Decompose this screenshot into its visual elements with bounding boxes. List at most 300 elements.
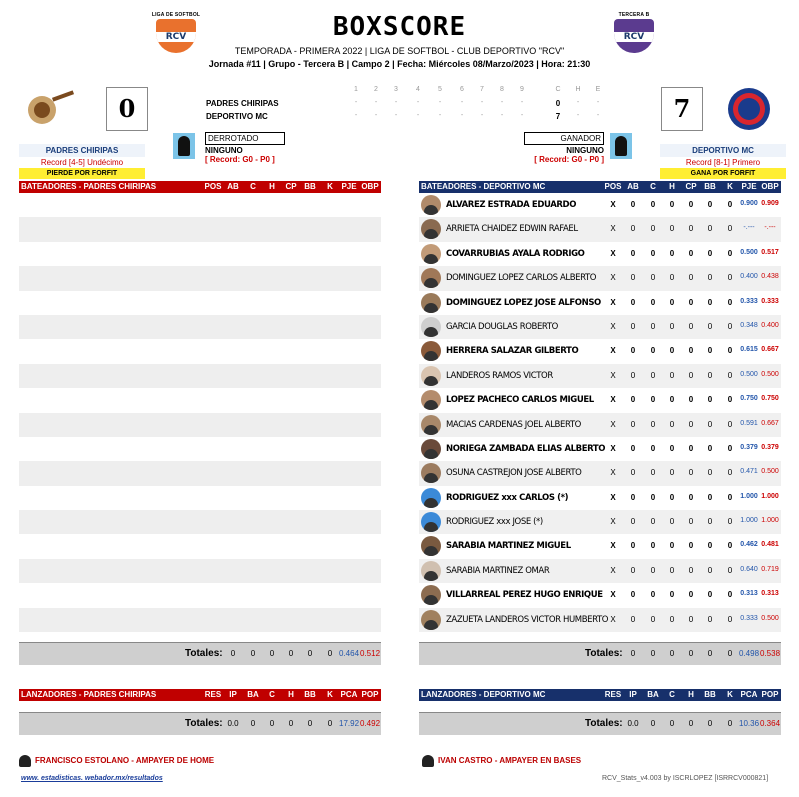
player-photo [421, 463, 441, 483]
away-pitcher: NINGUNO [205, 146, 243, 155]
inning-score: - [354, 112, 358, 119]
inning-label: 3 [394, 86, 398, 93]
stat-h: 0 [669, 443, 675, 453]
stat-k: 0 [727, 321, 733, 331]
total-ab: 0 [630, 649, 636, 658]
inning-score: - [438, 99, 442, 106]
player-name: ALVAREZ ESTRADA EDUARDO [446, 200, 577, 210]
empty-row [19, 339, 381, 363]
stat-ab: 0 [630, 395, 636, 405]
stat-c: 0 [650, 541, 656, 551]
player-name: COVARRUBIAS AYALA RODRIGO [446, 248, 585, 259]
stat-ab: 0 [630, 443, 636, 453]
total-bb: 0 [707, 719, 713, 728]
game-total: 0 [555, 99, 561, 108]
total-label: E [595, 86, 601, 93]
player-name: LANDEROS RAMOS VICTOR [446, 370, 553, 381]
total-h: 0 [269, 649, 275, 658]
stat-cp: 0 [688, 346, 694, 356]
column-header: H [688, 690, 694, 699]
player-photo [421, 366, 441, 386]
stat-cp: 0 [688, 273, 694, 283]
stat-c: 0 [650, 468, 656, 478]
table-row [419, 364, 781, 388]
inning-label: 9 [520, 86, 524, 93]
total-pop: 0.492 [360, 719, 381, 728]
stat-pos: X [610, 468, 616, 478]
stat-bb: 0 [707, 443, 713, 453]
table-row [419, 217, 781, 241]
table-row [419, 266, 781, 290]
stat-c: 0 [650, 224, 656, 234]
stat-pje: 0.462 [740, 541, 758, 549]
stat-cp: 0 [688, 614, 694, 624]
empty-row [19, 388, 381, 412]
stat-k: 0 [727, 297, 733, 307]
stat-bb: 0 [707, 590, 713, 600]
stat-k: 0 [727, 370, 733, 380]
empty-row [19, 608, 381, 632]
stat-ab: 0 [630, 419, 636, 429]
away-team-record: Record [4-5] Undécimo [19, 157, 145, 168]
empty-row [19, 461, 381, 485]
player-photo [421, 610, 441, 630]
stat-bb: 0 [707, 419, 713, 429]
table-row [419, 583, 781, 607]
stat-c: 0 [650, 248, 656, 258]
inning-label: 4 [416, 86, 420, 93]
inning-score: - [460, 112, 464, 119]
player-name: SARABIA MARTINEZ MIGUEL [446, 541, 571, 552]
stat-obp: 0.500 [761, 614, 779, 622]
inning-score: - [374, 112, 378, 119]
stat-k: 0 [727, 346, 733, 356]
stat-cp: 0 [688, 541, 694, 551]
total-c: 0 [250, 649, 256, 658]
game-total: - [596, 99, 600, 106]
stat-obp: 0.379 [761, 443, 779, 451]
player-name: ZAZUETA LANDEROS VICTOR HUMBERTO [446, 614, 609, 625]
stat-h: 0 [669, 346, 675, 356]
table-row [419, 413, 781, 437]
empty-row [19, 437, 381, 461]
player-name: RODRIGUEZ xxx JOSE (*) [446, 517, 543, 528]
stat-obp: 1.000 [761, 517, 779, 525]
stat-h: 0 [669, 248, 675, 258]
stat-pos: X [610, 541, 616, 551]
inning-score: - [416, 112, 420, 119]
player-name: HERRERA SALAZAR GILBERTO [446, 346, 579, 357]
empty-row [19, 364, 381, 388]
stat-bb: 0 [707, 541, 713, 551]
column-header: K [327, 182, 333, 191]
player-name: GARCIA DOUGLAS ROBERTO [446, 321, 558, 332]
away-batting-header [19, 181, 381, 193]
stat-k: 0 [727, 443, 733, 453]
away-score: 0 [106, 87, 148, 131]
stat-h: 0 [669, 590, 675, 600]
linescore [206, 86, 606, 125]
table-row [419, 534, 781, 558]
stat-cp: 0 [688, 395, 694, 405]
total-pje: 0.498 [739, 649, 760, 658]
stat-cp: 0 [688, 517, 694, 527]
stat-ab: 0 [630, 321, 636, 331]
empty-row [19, 315, 381, 339]
column-header: POP [361, 690, 379, 699]
table-row [419, 242, 781, 266]
inning-label: 5 [438, 86, 442, 93]
stat-c: 0 [650, 565, 656, 575]
stat-bb: 0 [707, 346, 713, 356]
stat-k: 0 [727, 273, 733, 283]
stat-k: 0 [727, 565, 733, 575]
total-c: 0 [269, 719, 275, 728]
stat-pos: X [610, 614, 616, 624]
stat-bb: 0 [707, 273, 713, 283]
totals-label: Totales: [185, 648, 223, 659]
stat-pos: X [610, 248, 616, 258]
inning-score: - [374, 99, 378, 106]
game-total: 7 [555, 112, 561, 121]
game-info: Jornada #11 | Grupo - Tercera B | Campo 2 | Fecha: Miércoles 08/Marzo/2023 | Hora: 21:30 [208, 59, 591, 69]
stat-pos: X [610, 224, 616, 234]
table-row [419, 315, 781, 339]
home-pitching-totals [419, 712, 781, 735]
total-pca: 17.92 [339, 719, 360, 728]
stat-pos: X [610, 590, 616, 600]
results-link[interactable]: www. estadisticas. webador.mx/resultados [21, 775, 163, 782]
pitcher-icon [173, 133, 195, 159]
stat-pje: 0.640 [740, 565, 758, 573]
game-total: - [576, 99, 580, 106]
inning-score: - [394, 99, 398, 106]
stat-c: 0 [650, 273, 656, 283]
stat-pje: 0.313 [740, 590, 758, 598]
stat-ab: 0 [630, 370, 636, 380]
total-label: H [575, 86, 581, 93]
stat-obp: 0.481 [761, 541, 779, 549]
stat-pje: 0.400 [740, 273, 758, 281]
stat-h: 0 [669, 370, 675, 380]
column-header: AB [227, 182, 239, 191]
stat-ab: 0 [630, 541, 636, 551]
stat-pos: X [610, 492, 616, 502]
table-row [419, 291, 781, 315]
stat-obp: 0.667 [761, 346, 779, 354]
column-header: RES [604, 690, 622, 699]
home-team-name: DEPORTIVO MC [660, 144, 786, 157]
stat-ab: 0 [630, 273, 636, 283]
inning-score: - [520, 99, 524, 106]
stat-obp: 0.438 [761, 273, 779, 281]
game-total: - [576, 112, 580, 119]
umpire-icon [19, 755, 31, 767]
home-plate-umpire: FRANCISCO ESTOLANO - AMPAYER DE HOME [19, 755, 214, 767]
player-name: DOMINGUEZ LOPEZ CARLOS ALBERTO [446, 273, 597, 284]
away-forfeit-badge: PIERDE POR FORFIT [19, 168, 145, 179]
stat-obp: 0.313 [761, 590, 779, 598]
stat-h: 0 [669, 321, 675, 331]
away-team-card [19, 144, 145, 179]
table-row [419, 437, 781, 461]
stat-cp: 0 [688, 321, 694, 331]
stat-ab: 0 [630, 297, 636, 307]
stat-c: 0 [650, 517, 656, 527]
stat-cp: 0 [688, 590, 694, 600]
total-pca: 10.36 [739, 719, 760, 728]
stat-cp: 0 [688, 224, 694, 234]
home-pitching-header [419, 689, 781, 701]
inning-label: 2 [374, 86, 378, 93]
inning-score: - [520, 112, 524, 119]
column-header: BA [247, 690, 259, 699]
away-result-tag: DERROTADO [205, 132, 285, 145]
empty-row [19, 217, 381, 241]
home-pitching-title: LANZADORES - DEPORTIVO MC [421, 690, 546, 699]
stat-pje: 0.471 [740, 468, 758, 476]
total-label: C [555, 86, 561, 93]
rcv-shield-icon: RCV [614, 19, 654, 53]
player-name: LOPEZ PACHECO CARLOS MIGUEL [446, 395, 594, 406]
totals-label: Totales: [585, 648, 623, 659]
inning-score: - [480, 99, 484, 106]
stat-cp: 0 [688, 297, 694, 307]
league-logo-label: LIGA DE SOFTBOL [151, 12, 201, 18]
stat-cp: 0 [688, 468, 694, 478]
column-header: PCA [740, 690, 758, 699]
total-k: 0 [727, 649, 733, 658]
home-team-card [660, 144, 786, 179]
table-row [419, 193, 781, 217]
table-row [419, 486, 781, 510]
total-bb: 0 [307, 649, 313, 658]
umpire-icon [422, 755, 434, 767]
away-pitching-title: LANZADORES - PADRES CHIRIPAS [21, 690, 157, 699]
stat-pje: 0.348 [740, 321, 758, 329]
away-pitching-header [19, 689, 381, 701]
home-batting-title: BATEADORES - DEPORTIVO MC [421, 182, 546, 191]
empty-row [19, 193, 381, 217]
pitcher-icon [610, 133, 632, 159]
stat-obp: 0.333 [761, 297, 779, 305]
player-photo [421, 341, 441, 361]
stat-bb: 0 [707, 370, 713, 380]
player-photo [421, 561, 441, 581]
column-header: IP [629, 690, 637, 699]
stat-bb: 0 [707, 224, 713, 234]
inning-label: 6 [460, 86, 464, 93]
stat-bb: 0 [707, 468, 713, 478]
stat-ab: 0 [630, 346, 636, 356]
player-photo [421, 439, 441, 459]
stat-cp: 0 [688, 492, 694, 502]
home-pitcher-record: [ Record: G0 - P0 ] [534, 155, 604, 164]
column-header: C [269, 690, 275, 699]
column-header: C [669, 690, 675, 699]
column-header: PJE [341, 182, 357, 191]
home-batting-totals [419, 642, 781, 665]
inning-label: 7 [480, 86, 484, 93]
player-name: DOMINGUEZ LOPEZ JOSE ALFONSO [446, 297, 601, 308]
table-row [419, 559, 781, 583]
stat-h: 0 [669, 565, 675, 575]
total-ba: 0 [250, 719, 256, 728]
column-header: PJE [741, 182, 757, 191]
stat-pos: X [610, 370, 616, 380]
stat-pje: 0.500 [740, 370, 758, 378]
linescore-away-team: PADRES CHIRIPAS [206, 99, 279, 108]
total-bb: 0 [307, 719, 313, 728]
stat-obp: 0.750 [761, 395, 779, 403]
stat-pos: X [610, 443, 616, 453]
home-pitcher: NINGUNO [566, 146, 604, 155]
column-header: H [669, 182, 675, 191]
stat-k: 0 [727, 590, 733, 600]
column-header: POP [761, 690, 779, 699]
stat-k: 0 [727, 248, 733, 258]
stat-c: 0 [650, 590, 656, 600]
inning-score: - [354, 99, 358, 106]
home-outcome [524, 132, 604, 164]
stat-pje: 0.333 [740, 297, 758, 305]
player-photo [421, 536, 441, 556]
player-photo [421, 195, 441, 215]
player-name: OSUNA CASTREJON JOSE ALBERTO [446, 468, 582, 479]
stat-pos: X [610, 419, 616, 429]
away-pitcher-record: [ Record: G0 - P0 ] [205, 155, 275, 164]
player-photo [421, 512, 441, 532]
stat-ab: 0 [630, 468, 636, 478]
away-batting-title: BATEADORES - PADRES CHIRIPAS [21, 182, 157, 191]
stat-pos: X [610, 346, 616, 356]
stat-ab: 0 [630, 565, 636, 575]
stat-h: 0 [669, 419, 675, 429]
stat-h: 0 [669, 492, 675, 502]
stat-ab: 0 [630, 590, 636, 600]
stat-obp: 0.400 [761, 321, 779, 329]
inning-score: - [480, 112, 484, 119]
stat-ab: 0 [630, 224, 636, 234]
stat-cp: 0 [688, 370, 694, 380]
stat-obp: 0.517 [761, 248, 779, 256]
stat-pje: 0.500 [740, 248, 758, 256]
stat-pos: X [610, 517, 616, 527]
stat-ab: 0 [630, 248, 636, 258]
stat-h: 0 [669, 541, 675, 551]
empty-row [19, 583, 381, 607]
column-header: POS [204, 182, 222, 191]
stat-c: 0 [650, 443, 656, 453]
column-header: H [288, 690, 294, 699]
away-team-logo [18, 88, 78, 130]
stat-obp: 0.719 [761, 565, 779, 573]
player-name: SARABIA MARTINEZ OMAR [446, 565, 550, 576]
table-row [419, 461, 781, 485]
empty-row [19, 242, 381, 266]
column-header: OBP [761, 182, 779, 191]
stat-c: 0 [650, 370, 656, 380]
player-photo [421, 585, 441, 605]
inning-label: 8 [500, 86, 504, 93]
stat-h: 0 [669, 200, 675, 209]
total-cp: 0 [688, 649, 694, 658]
column-header: K [727, 182, 733, 191]
total-pje: 0.464 [339, 649, 360, 658]
stat-obp: 0.909 [761, 200, 779, 207]
stat-obp: 1.000 [761, 492, 779, 500]
away-team-name: PADRES CHIRIPAS [19, 144, 145, 157]
totals-label: Totales: [585, 718, 623, 729]
stat-bb: 0 [707, 321, 713, 331]
stat-h: 0 [669, 614, 675, 624]
player-name: MACIAS CARDENAS JOEL ALBERTO [446, 419, 581, 430]
inning-label: 1 [354, 86, 358, 93]
empty-row [19, 559, 381, 583]
stat-obp: 0.500 [761, 370, 779, 378]
total-cp: 0 [288, 649, 294, 658]
page-title: BOXSCORE [332, 12, 467, 42]
stat-pje: 0.591 [740, 419, 758, 427]
stat-c: 0 [650, 492, 656, 502]
stat-bb: 0 [707, 395, 713, 405]
player-name: RODRIGUEZ xxx CARLOS (*) [446, 492, 569, 503]
table-row [419, 608, 781, 632]
total-ip: 0.0 [627, 719, 639, 728]
stat-k: 0 [727, 468, 733, 478]
stat-cp: 0 [688, 248, 694, 258]
stat-bb: 0 [707, 517, 713, 527]
empty-row [19, 534, 381, 558]
stat-c: 0 [650, 200, 656, 209]
stat-ab: 0 [630, 492, 636, 502]
stat-k: 0 [727, 419, 733, 429]
stat-c: 0 [650, 614, 656, 624]
player-photo [421, 244, 441, 264]
total-bb: 0 [707, 649, 713, 658]
empty-row [19, 486, 381, 510]
stat-bb: 0 [707, 200, 713, 209]
stat-bb: 0 [707, 565, 713, 575]
stat-pje: 1.000 [740, 517, 758, 525]
total-k: 0 [327, 719, 333, 728]
stat-c: 0 [650, 395, 656, 405]
player-photo [421, 415, 441, 435]
stat-h: 0 [669, 273, 675, 283]
table-row [419, 388, 781, 412]
stat-obp: -.--- [764, 224, 776, 232]
column-header: OBP [361, 182, 379, 191]
stat-h: 0 [669, 468, 675, 478]
total-ip: 0.0 [227, 719, 239, 728]
version-label: RCV_Stats_v4.003 by ISCRLOPEZ [ISRRCV000821] [602, 775, 769, 782]
stat-k: 0 [727, 395, 733, 405]
column-header: BB [704, 690, 716, 699]
empty-row [19, 510, 381, 534]
stat-k: 0 [727, 517, 733, 527]
home-team-record: Record [8-1] Primero [660, 157, 786, 168]
total-c: 0 [669, 719, 675, 728]
stat-pos: X [610, 321, 616, 331]
column-header: K [327, 690, 333, 699]
stat-pos: X [610, 297, 616, 307]
rcv-shield-icon: RCV [156, 19, 196, 53]
stat-k: 0 [727, 200, 733, 209]
player-photo [421, 293, 441, 313]
stat-bb: 0 [707, 248, 713, 258]
column-header: H [269, 182, 275, 191]
stat-pje: 0.333 [740, 614, 758, 622]
